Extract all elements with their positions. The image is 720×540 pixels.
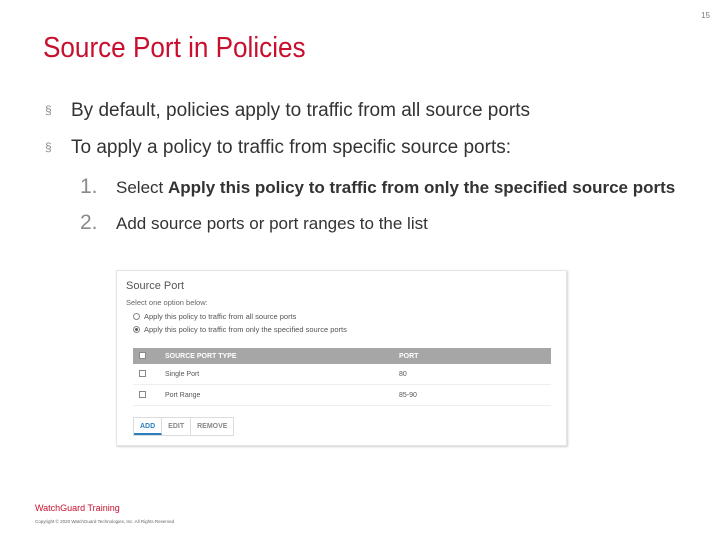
bullet-text: To apply a policy to traffic from specific source ports: bbox=[71, 137, 511, 158]
bullet-list bbox=[45, 100, 685, 174]
step-item bbox=[80, 212, 680, 236]
source-port-table bbox=[133, 348, 551, 406]
step-number: 1. bbox=[80, 175, 98, 198]
row-checkbox-cell bbox=[133, 364, 159, 385]
radio-button[interactable] bbox=[133, 313, 140, 320]
cell-port: 80 bbox=[393, 364, 551, 385]
table-header-row bbox=[133, 348, 551, 364]
row-checkbox[interactable] bbox=[139, 370, 146, 377]
bullet-item bbox=[45, 137, 685, 159]
panel-subtitle: Select one option below: bbox=[126, 298, 208, 307]
footer-brand: WatchGuard Training bbox=[35, 503, 120, 513]
radio-all-ports[interactable] bbox=[133, 312, 296, 321]
select-all-checkbox[interactable] bbox=[139, 352, 146, 359]
slide-number: 15 bbox=[701, 11, 710, 20]
radio-specified-ports[interactable] bbox=[133, 325, 347, 334]
table-row[interactable] bbox=[133, 385, 551, 406]
bullet-marker-icon: § bbox=[45, 103, 52, 117]
step-prefix: Select bbox=[116, 178, 168, 197]
bullet-text: By default, policies apply to traffic from all source ports bbox=[71, 100, 531, 121]
panel-title: Source Port bbox=[126, 280, 185, 292]
radio-label: Apply this policy to traffic from all source ports bbox=[144, 312, 297, 321]
cell-port-type: Port Range bbox=[159, 385, 393, 406]
column-header-port[interactable]: PORT bbox=[393, 348, 551, 364]
radio-label: Apply this policy to traffic from only the specified source ports bbox=[144, 325, 347, 334]
bullet-item bbox=[45, 100, 685, 122]
step-number: 2. bbox=[80, 211, 98, 234]
row-checkbox-cell bbox=[133, 385, 159, 406]
step-bold-text: Apply this policy to traffic from only the specified source ports bbox=[167, 178, 676, 197]
table-action-bar bbox=[133, 417, 234, 436]
bullet-marker-icon: § bbox=[45, 140, 52, 154]
edit-button[interactable]: EDIT bbox=[162, 418, 191, 435]
column-header-type[interactable]: SOURCE PORT TYPE bbox=[159, 348, 393, 364]
step-list bbox=[80, 176, 680, 248]
slide-title: Source Port in Policies bbox=[43, 32, 306, 64]
radio-button-selected[interactable] bbox=[133, 326, 140, 333]
remove-button[interactable]: REMOVE bbox=[197, 423, 228, 430]
table-row[interactable] bbox=[133, 364, 551, 385]
step-text: Add source ports or port ranges to the list bbox=[116, 214, 428, 233]
source-port-panel bbox=[116, 270, 567, 446]
step-item bbox=[80, 176, 680, 200]
add-button[interactable]: ADD bbox=[134, 418, 162, 435]
row-checkbox[interactable] bbox=[139, 391, 146, 398]
cell-port-type: Single Port bbox=[159, 364, 393, 385]
cell-port: 85-90 bbox=[393, 385, 551, 406]
footer-copyright: Copyright © 2020 WatchGuard Technologies, Inc. All Rights Reserved bbox=[35, 519, 175, 524]
select-all-cell bbox=[133, 348, 159, 364]
